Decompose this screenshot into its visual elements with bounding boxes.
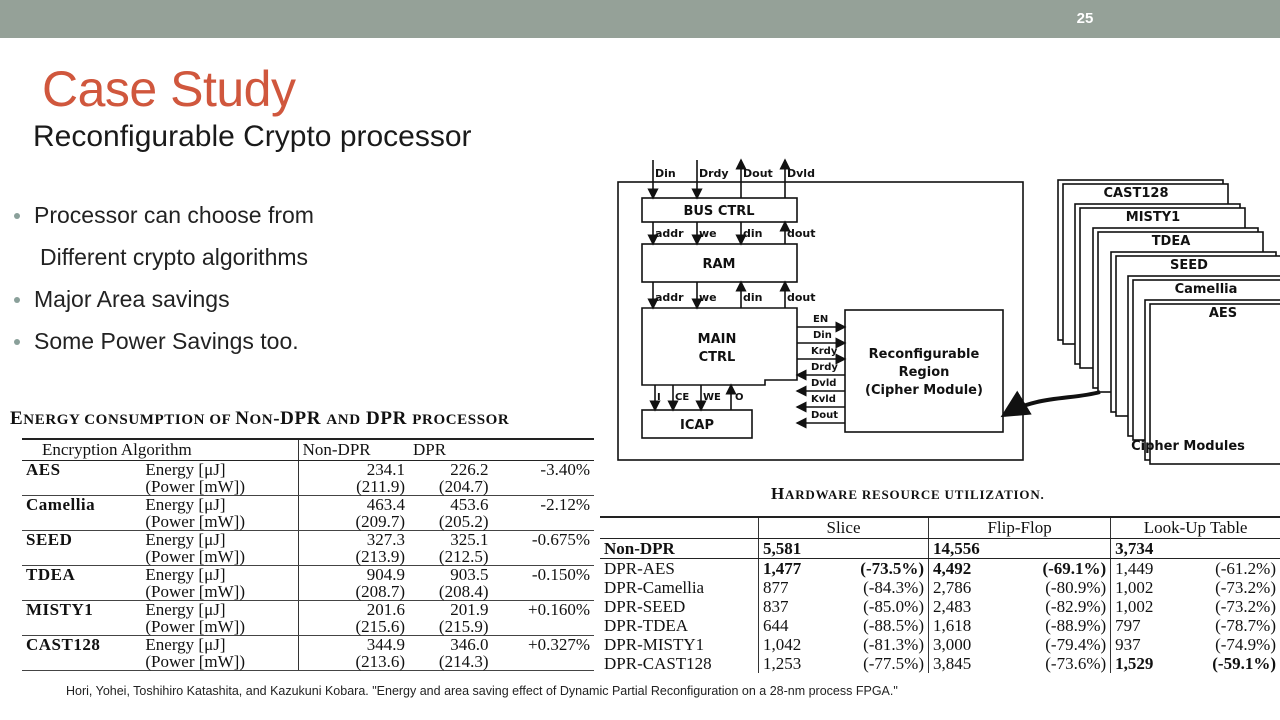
signal-label: din bbox=[743, 227, 763, 240]
table-cell: 903.5 bbox=[450, 565, 489, 584]
table-cell: 3,845 bbox=[929, 654, 1008, 673]
signal-label: WE bbox=[703, 392, 721, 403]
table-header bbox=[493, 439, 595, 461]
table-cell: 1,449 bbox=[1111, 559, 1178, 579]
table-cell: 463.4 bbox=[298, 496, 409, 514]
table-cell: (212.5) bbox=[409, 548, 492, 566]
table-row bbox=[22, 636, 594, 654]
signal-label: addr bbox=[655, 227, 684, 240]
table-cell: DPR-AES bbox=[604, 559, 675, 578]
table-row bbox=[22, 601, 594, 619]
table-cell: 837 bbox=[759, 597, 826, 616]
bullet-text: Processor can choose from bbox=[34, 202, 314, 228]
table-cell: 5,581 bbox=[759, 539, 826, 559]
signal-label: Dvld bbox=[787, 167, 815, 180]
modules-caption: Cipher Modules bbox=[1131, 439, 1245, 454]
signal-label: Drdy bbox=[811, 362, 838, 373]
table-header: Slice bbox=[759, 517, 929, 539]
table-row bbox=[600, 597, 1280, 616]
signal-label: Krdy bbox=[811, 346, 838, 357]
energy-table bbox=[22, 438, 594, 671]
table-cell: (215.6) bbox=[298, 618, 409, 636]
table-cell: (-74.9%) bbox=[1215, 635, 1276, 654]
table-cell: DPR-TDEA bbox=[604, 616, 689, 635]
bullet-text: Major Area savings bbox=[34, 286, 230, 312]
table-cell: (204.7) bbox=[409, 478, 492, 496]
slide-subtitle: Reconfigurable Crypto processor bbox=[33, 120, 472, 153]
table-header bbox=[600, 517, 759, 539]
table-cell: (-80.9%) bbox=[1045, 578, 1107, 597]
main-ctrl-label: CTRL bbox=[698, 350, 736, 365]
table-cell: (Power [mW]) bbox=[141, 618, 298, 636]
signal-label: Din bbox=[813, 330, 832, 341]
table-cell: CAST128 bbox=[26, 635, 101, 654]
signal-label: we bbox=[699, 227, 717, 240]
table-cell: (-78.7%) bbox=[1215, 616, 1276, 635]
table-header: Non-DPR bbox=[298, 439, 409, 461]
bullet-dot-icon bbox=[14, 339, 20, 345]
table-cell: (215.9) bbox=[409, 618, 492, 636]
signal-label: addr bbox=[655, 291, 684, 304]
table-cell: (208.4) bbox=[409, 583, 492, 601]
table-row bbox=[600, 635, 1280, 654]
signal-label: CE bbox=[675, 392, 690, 403]
signal-label: dout bbox=[787, 227, 816, 240]
table-cell bbox=[493, 548, 595, 566]
signal-label: Dout bbox=[811, 410, 839, 421]
table-cell: 453.6 bbox=[450, 495, 489, 514]
ram-label: RAM bbox=[702, 257, 736, 272]
table-header: Flip-Flop bbox=[929, 517, 1111, 539]
table-cell: 1,042 bbox=[759, 635, 826, 654]
table-cell: 1,477 bbox=[759, 559, 826, 579]
table-cell: -2.12% bbox=[540, 495, 590, 514]
signal-label: Dvld bbox=[811, 378, 837, 389]
table-cell: 797 bbox=[1111, 616, 1178, 635]
table-cell bbox=[493, 583, 595, 601]
bullet-dot-icon bbox=[14, 213, 20, 219]
table-cell: (Power [mW]) bbox=[141, 478, 298, 496]
table-cell: Camellia bbox=[26, 495, 96, 514]
table-cell: 1,253 bbox=[759, 654, 826, 673]
table-cell: (213.9) bbox=[298, 548, 409, 566]
table-cell: 346.0 bbox=[450, 635, 489, 654]
table-cell: (Power [mW]) bbox=[141, 583, 298, 601]
table-cell bbox=[1177, 539, 1280, 559]
region-label: (Cipher Module) bbox=[865, 383, 983, 398]
table-cell: (-79.4%) bbox=[1045, 635, 1107, 654]
table-cell: 937 bbox=[1111, 635, 1178, 654]
table-cell: (213.6) bbox=[298, 653, 409, 671]
table-cell bbox=[22, 513, 141, 531]
table-cell: +0.327% bbox=[528, 635, 590, 654]
table-cell: 3,000 bbox=[929, 635, 1008, 654]
signal-label: EN bbox=[813, 314, 829, 325]
table-row bbox=[22, 653, 594, 671]
table-cell: (-73.2%) bbox=[1215, 578, 1276, 597]
table-cell: 1,002 bbox=[1111, 597, 1178, 616]
signal-label: I bbox=[657, 392, 661, 403]
table-cell: +0.160% bbox=[528, 600, 590, 619]
table-cell: (-84.3%) bbox=[863, 578, 925, 597]
signal-label: Dout bbox=[743, 167, 773, 180]
slide-number: 25 bbox=[1076, 10, 1094, 27]
bullet-text: Different crypto algorithms bbox=[40, 244, 309, 270]
table-cell: (-82.9%) bbox=[1045, 597, 1107, 616]
table-row bbox=[22, 566, 594, 584]
main-ctrl-label: MAIN bbox=[697, 332, 737, 347]
table-cell: TDEA bbox=[26, 565, 76, 584]
module-label: SEED bbox=[1170, 258, 1208, 273]
signal-label: din bbox=[743, 291, 763, 304]
region-label: Reconfigurable bbox=[868, 347, 980, 362]
architecture-diagram bbox=[617, 155, 1280, 465]
module-label: Camellia bbox=[1174, 282, 1238, 297]
signal-label: O bbox=[735, 392, 744, 403]
table-cell bbox=[22, 548, 141, 566]
table-cell: 201.6 bbox=[298, 601, 409, 619]
table-cell: Energy [μJ] bbox=[145, 565, 226, 584]
table-cell: Energy [μJ] bbox=[145, 530, 226, 549]
table-cell: (-88.9%) bbox=[1045, 616, 1107, 635]
table-cell: (-61.2%) bbox=[1215, 559, 1276, 578]
table-cell: DPR-SEED bbox=[604, 597, 686, 616]
table-cell: Energy [μJ] bbox=[145, 600, 226, 619]
table-cell: 325.1 bbox=[450, 530, 489, 549]
table-row bbox=[22, 583, 594, 601]
table-cell: 226.2 bbox=[450, 460, 489, 479]
table-row bbox=[600, 539, 1280, 559]
signal-label: dout bbox=[787, 291, 816, 304]
table-cell bbox=[22, 653, 141, 671]
table-row bbox=[22, 496, 594, 514]
table-cell: 234.1 bbox=[298, 461, 409, 479]
table-cell: (-69.1%) bbox=[1042, 559, 1107, 578]
table-cell: DPR-CAST128 bbox=[604, 654, 712, 673]
table-cell: (-85.0%) bbox=[863, 597, 925, 616]
module-label: MISTY1 bbox=[1125, 210, 1181, 225]
table-cell bbox=[22, 478, 141, 496]
signal-label: we bbox=[699, 291, 717, 304]
module-label: TDEA bbox=[1151, 234, 1191, 249]
table-cell: 327.3 bbox=[298, 531, 409, 549]
table-cell: (-73.5%) bbox=[860, 559, 925, 578]
table-row bbox=[600, 654, 1280, 673]
table-cell: Energy [μJ] bbox=[145, 635, 226, 654]
table-cell bbox=[493, 478, 595, 496]
hw-table-title: HARDWARE RESOURCE UTILIZATION. bbox=[771, 484, 1045, 503]
table-cell: SEED bbox=[26, 530, 73, 549]
icap-label: ICAP bbox=[680, 418, 714, 433]
table-cell: -3.40% bbox=[540, 460, 590, 479]
table-cell: Energy [μJ] bbox=[145, 495, 226, 514]
table-cell: 344.9 bbox=[298, 636, 409, 654]
hw-table bbox=[600, 516, 1280, 673]
table-cell: (-81.3%) bbox=[863, 635, 925, 654]
top-bar bbox=[0, 0, 1280, 38]
table-cell: 2,786 bbox=[929, 578, 1008, 597]
module-label: CAST128 bbox=[1103, 186, 1169, 201]
slide-title: Case Study bbox=[42, 61, 296, 117]
table-header: DPR bbox=[409, 439, 492, 461]
table-cell: (214.3) bbox=[409, 653, 492, 671]
table-cell bbox=[493, 513, 595, 531]
table-cell: -0.150% bbox=[531, 565, 590, 584]
table-cell bbox=[493, 618, 595, 636]
table-cell: (Power [mW]) bbox=[141, 548, 298, 566]
table-header: Look-Up Table bbox=[1111, 517, 1280, 539]
table-cell: (-73.6%) bbox=[1045, 654, 1107, 673]
energy-table-title: ENERGY CONSUMPTION OF NON-DPR AND DPR PROCESSOR bbox=[10, 408, 510, 429]
table-cell: (Power [mW]) bbox=[141, 653, 298, 671]
table-cell bbox=[493, 653, 595, 671]
table-cell: (-59.1%) bbox=[1212, 654, 1276, 673]
table-cell: 1,618 bbox=[929, 616, 1008, 635]
signal-label: Kvld bbox=[811, 394, 836, 405]
table-cell: (205.2) bbox=[409, 513, 492, 531]
table-cell: (-77.5%) bbox=[863, 654, 925, 673]
table-row bbox=[600, 559, 1280, 579]
table-row bbox=[600, 616, 1280, 635]
table-cell: (Power [mW]) bbox=[141, 513, 298, 531]
table-cell: AES bbox=[26, 460, 61, 479]
table-cell: 3,734 bbox=[1111, 539, 1178, 559]
table-cell: (-88.5%) bbox=[863, 616, 925, 635]
table-cell: 1,002 bbox=[1111, 578, 1178, 597]
table-cell: (208.7) bbox=[298, 583, 409, 601]
table-cell: 201.9 bbox=[450, 600, 489, 619]
table-cell: MISTY1 bbox=[26, 600, 94, 619]
table-cell bbox=[22, 583, 141, 601]
table-row bbox=[600, 578, 1280, 597]
table-cell: 14,556 bbox=[929, 539, 1008, 559]
region-label: Region bbox=[898, 365, 950, 380]
citation: Hori, Yohei, Toshihiro Katashita, and Kazukuni Kobara. "Energy and area saving effect of Dynamic Partial Reconfiguration on a 28-nm process FPGA." bbox=[66, 684, 898, 698]
table-row bbox=[22, 531, 594, 549]
table-cell: 4,492 bbox=[929, 559, 1008, 579]
table-cell: (211.9) bbox=[298, 478, 409, 496]
module-label: AES bbox=[1208, 306, 1238, 321]
table-row bbox=[22, 548, 594, 566]
bus-ctrl-label: BUS CTRL bbox=[683, 204, 755, 219]
table-row bbox=[22, 461, 594, 479]
table-cell: (-73.2%) bbox=[1215, 597, 1276, 616]
table-row bbox=[22, 478, 594, 496]
bullet-dot-icon bbox=[14, 297, 20, 303]
table-cell bbox=[22, 618, 141, 636]
table-cell: (209.7) bbox=[298, 513, 409, 531]
table-cell: DPR-MISTY1 bbox=[604, 635, 705, 654]
table-cell: 877 bbox=[759, 578, 826, 597]
table-cell: -0.675% bbox=[531, 530, 590, 549]
table-cell: 904.9 bbox=[298, 566, 409, 584]
table-cell: Non-DPR bbox=[600, 539, 759, 559]
table-row bbox=[22, 618, 594, 636]
energy-table-image bbox=[6, 408, 594, 683]
table-header: Encryption Algorithm bbox=[22, 439, 298, 461]
table-row bbox=[22, 513, 594, 531]
table-cell: DPR-Camellia bbox=[604, 578, 705, 597]
table-cell: 1,529 bbox=[1111, 654, 1178, 673]
table-cell bbox=[825, 539, 928, 559]
bullet-text: Some Power Savings too. bbox=[34, 328, 299, 354]
table-cell bbox=[1007, 539, 1110, 559]
signal-label: Drdy bbox=[699, 167, 729, 180]
table-cell: 2,483 bbox=[929, 597, 1008, 616]
table-cell: Energy [μJ] bbox=[145, 460, 226, 479]
table-cell: 644 bbox=[759, 616, 826, 635]
signal-label: Din bbox=[655, 167, 676, 180]
